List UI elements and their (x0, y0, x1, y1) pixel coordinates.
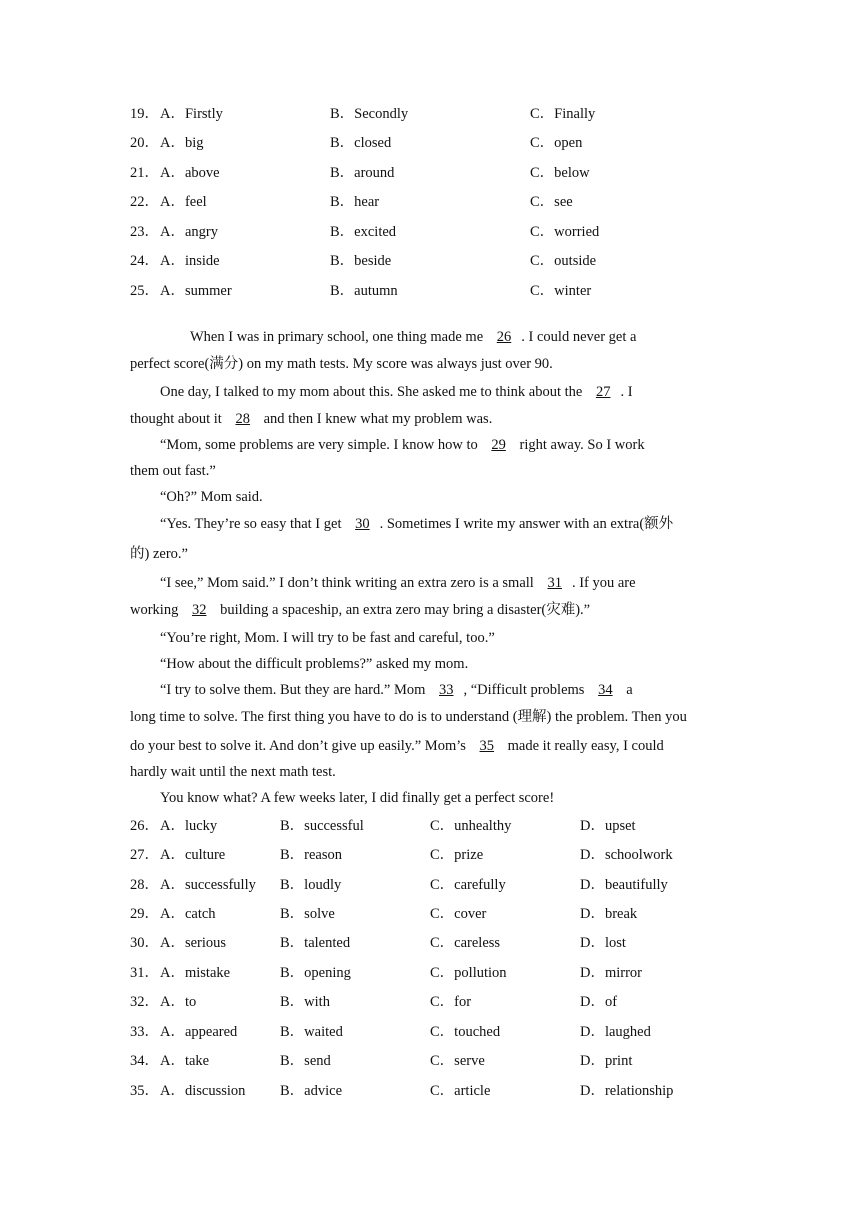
option-b: B．beside (330, 253, 392, 269)
option-a: A．summer (160, 283, 232, 299)
passage-line: long time to solve. The first thing you have to do is to understand (理解) the problem. Then you (130, 709, 687, 725)
question-29 (130, 904, 730, 924)
question-number: 28． (130, 877, 159, 893)
question-number: 26． (130, 818, 159, 834)
question-number: 19． (130, 106, 159, 122)
question-30 (130, 933, 730, 953)
question-number: 33． (130, 1024, 159, 1040)
option-d: D．upset (580, 818, 636, 834)
option-a: A．inside (160, 253, 220, 269)
passage-line: them out fast.” (130, 463, 216, 479)
option-c: C．worried (530, 224, 600, 240)
passage-line: hardly wait until the next math test. (130, 764, 336, 780)
passage-line: “I see,” Mom said.” I don’t think writing an extra zero is a small 31 . If you are (160, 575, 636, 591)
option-c: C．article (430, 1083, 491, 1099)
passage-line: You know what? A few weeks later, I did finally get a perfect score! (160, 790, 555, 806)
option-c: C．serve (430, 1053, 485, 1069)
question-number: 30． (130, 935, 159, 951)
passage-line: When I was in primary school, one thing made me 26 . I could never get a (190, 329, 637, 345)
blank-30: 30 (355, 516, 370, 532)
question-20 (130, 133, 730, 153)
option-b: B．with (280, 994, 330, 1010)
option-c: C．carefully (430, 877, 506, 893)
option-a: A．appeared (160, 1024, 238, 1040)
option-c: C．touched (430, 1024, 501, 1040)
passage-line: working 32 building a spaceship, an extra zero may bring a disaster(灾难).” (130, 602, 591, 618)
passage-line: “I try to solve them. But they are hard.” Mom 33 , “Difficult problems 34 a (160, 682, 633, 698)
question-21 (130, 163, 730, 183)
question-32 (130, 992, 730, 1012)
option-c: C．Finally (530, 106, 596, 122)
question-number: 21． (130, 165, 159, 181)
option-a: A．mistake (160, 965, 231, 981)
option-d: D．laughed (580, 1024, 651, 1040)
option-d: D．print (580, 1053, 633, 1069)
option-c: C．careless (430, 935, 501, 951)
passage-line: “Mom, some problems are very simple. I know how to 29 right away. So I work (160, 437, 645, 453)
passage-line: do your best to solve it. And don’t give up easily.” Mom’s 35 made it really easy, I could (130, 738, 664, 754)
question-number: 35． (130, 1083, 159, 1099)
question-number: 31． (130, 965, 159, 981)
question-24 (130, 251, 730, 271)
question-22 (130, 192, 730, 212)
option-b: B．advice (280, 1083, 343, 1099)
passage-line: “Oh?” Mom said. (160, 489, 263, 505)
option-b: B．talented (280, 935, 351, 951)
passage-line: 的) zero.” (130, 546, 188, 562)
blank-33: 33 (439, 682, 454, 698)
option-c: C．see (530, 194, 573, 210)
question-number: 23． (130, 224, 159, 240)
option-a: A．big (160, 135, 204, 151)
question-35 (130, 1081, 730, 1101)
option-a: A．culture (160, 847, 226, 863)
option-c: C．below (530, 165, 590, 181)
question-31 (130, 963, 730, 983)
question-number: 27． (130, 847, 159, 863)
option-b: B．closed (330, 135, 392, 151)
option-c: C．pollution (430, 965, 507, 981)
question-33 (130, 1022, 730, 1042)
option-d: D．beautifully (580, 877, 668, 893)
option-a: A．discussion (160, 1083, 246, 1099)
question-19 (130, 104, 730, 124)
question-number: 25． (130, 283, 159, 299)
option-b: B．loudly (280, 877, 342, 893)
question-23 (130, 222, 730, 242)
question-number: 34． (130, 1053, 159, 1069)
passage-line: thought about it 28 and then I knew what my problem was. (130, 411, 493, 427)
option-a: A．lucky (160, 818, 218, 834)
option-d: D．schoolwork (580, 847, 673, 863)
option-b: B．opening (280, 965, 351, 981)
option-d: D．break (580, 906, 638, 922)
question-number: 24． (130, 253, 159, 269)
option-c: C．prize (430, 847, 484, 863)
passage-line: “How about the difficult problems?” asked my mom. (160, 656, 469, 672)
blank-32: 32 (191, 602, 207, 618)
option-b: B．successful (280, 818, 364, 834)
option-a: A．to (160, 994, 197, 1010)
blank-34: 34 (598, 682, 613, 698)
option-b: B．around (330, 165, 395, 181)
option-c: C．for (430, 994, 472, 1010)
question-28 (130, 875, 730, 895)
option-c: C．unhealthy (430, 818, 512, 834)
option-c: C．cover (430, 906, 487, 922)
blank-26: 26 (496, 329, 512, 345)
option-c: C．open (530, 135, 583, 151)
option-a: A．angry (160, 224, 218, 240)
option-d: D．lost (580, 935, 626, 951)
blank-29: 29 (491, 437, 506, 453)
option-b: B．Secondly (330, 106, 409, 122)
question-26 (130, 816, 730, 836)
option-b: B．excited (330, 224, 397, 240)
passage-line: perfect score(满分) on my math tests. My score was always just over 90. (130, 356, 553, 372)
question-number: 20． (130, 135, 159, 151)
option-a: A．feel (160, 194, 207, 210)
option-a: A．serious (160, 935, 227, 951)
question-number: 29． (130, 906, 159, 922)
option-b: B．waited (280, 1024, 343, 1040)
option-d: D．of (580, 994, 618, 1010)
option-a: A．successfully (160, 877, 256, 893)
option-b: B．send (280, 1053, 331, 1069)
option-b: B．solve (280, 906, 335, 922)
option-a: A．above (160, 165, 220, 181)
question-25 (130, 281, 730, 301)
option-d: D．mirror (580, 965, 643, 981)
blank-28: 28 (235, 411, 250, 427)
option-b: B．hear (330, 194, 380, 210)
question-34 (130, 1051, 730, 1071)
option-b: B．reason (280, 847, 343, 863)
option-c: C．winter (530, 283, 592, 299)
passage-line: One day, I talked to my mom about this. She asked me to think about the 27 . I (160, 384, 633, 400)
passage-line: “Yes. They’re so easy that I get 30 . Sometimes I write my answer with an extra(额外 (160, 516, 674, 532)
option-b: B．autumn (330, 283, 398, 299)
question-number: 32． (130, 994, 159, 1010)
option-a: A．catch (160, 906, 216, 922)
option-c: C．outside (530, 253, 597, 269)
question-27 (130, 845, 730, 865)
option-a: A．take (160, 1053, 210, 1069)
passage-line: “You’re right, Mom. I will try to be fast and careful, too.” (160, 630, 495, 646)
question-number: 22． (130, 194, 159, 210)
blank-35: 35 (479, 738, 495, 754)
blank-27: 27 (595, 384, 611, 400)
option-a: A．Firstly (160, 106, 223, 122)
option-d: D．relationship (580, 1083, 674, 1099)
blank-31: 31 (547, 575, 562, 591)
